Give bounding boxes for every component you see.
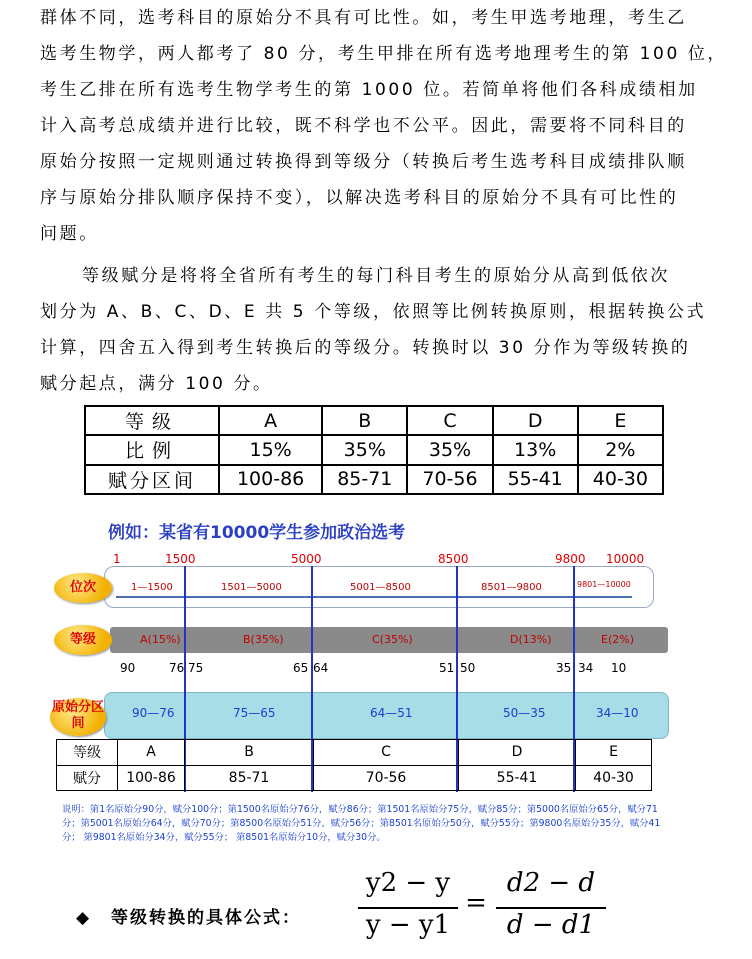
text-line: 问题。: [40, 224, 99, 244]
raw-range: 90—76: [132, 706, 175, 720]
rank-mark: 8500: [438, 552, 469, 566]
equals-sign: =: [465, 888, 487, 918]
grade-segment: E(2%): [601, 633, 634, 646]
table-cell: 赋分: [57, 765, 118, 791]
table-cell: 2%: [578, 435, 663, 464]
table-cell: 赋分区间: [85, 465, 219, 494]
table-cell: 40-30: [578, 465, 663, 494]
table-cell: E: [576, 740, 652, 766]
table-cell: 等级: [57, 740, 118, 766]
raw-range-label: 原始分区间: [50, 698, 106, 736]
position-axis: [116, 596, 632, 598]
raw-score: 90: [120, 661, 136, 675]
table-cell: 100-86: [219, 465, 322, 494]
table-cell: 100-86: [118, 765, 185, 791]
table-cell: D: [459, 740, 576, 766]
raw-score: 50: [460, 661, 476, 675]
text-line: 选考生物学，两人都考了 80 分，考生甲排在所有选考地理考生的第 100 位，: [40, 44, 728, 64]
text-line: 群体不同，选考科目的原始分不具有可比性。如，考生甲选考地理，考生乙: [40, 8, 687, 28]
position-range: 9801—10000: [577, 580, 631, 589]
table-cell: 35%: [407, 435, 492, 464]
text-line: 序与原始分排队顺序保持不变），以解决选考科目的原始分不具有可比性的: [40, 188, 679, 208]
table-cell: C: [314, 740, 459, 766]
table-cell: A: [118, 740, 185, 766]
position-range: 1—1500: [131, 582, 173, 593]
fraction-bar: [358, 907, 458, 909]
raw-score: 10: [611, 661, 627, 675]
grade-segment: C(35%): [372, 633, 413, 646]
table-cell: C: [407, 406, 492, 435]
formula: [358, 868, 618, 948]
table-cell: 55-41: [493, 465, 578, 494]
table-cell: 85-71: [322, 465, 407, 494]
lhs-denominator: y − y1: [365, 910, 451, 940]
table-row: [85, 406, 663, 435]
grade-segment: A(15%): [140, 633, 181, 646]
table-cell: 85-71: [185, 765, 314, 791]
table-row: [57, 765, 652, 791]
formula-label: 等级转换的具体公式：: [111, 908, 301, 928]
diagram-note: 说明：第1名原始分90分，赋分100分；第1500名原始分76分，赋分86分；第1501名原始分75分，赋分85分；第5000名原始分65分，赋分71分；第5001名原始分64分，赋分70分；第8500名原始分51分，赋分56分；第8501名原始分50分，赋分55分；第9800名原始分35分，赋分41分； 第9801名原始分34分，赋分55分； 第8501名原始分10分，赋分30分。: [62, 804, 661, 843]
table-cell: 13%: [493, 435, 578, 464]
table-row: [57, 740, 652, 766]
position-range: 5001—8500: [350, 582, 411, 593]
raw-score: 51: [439, 661, 455, 675]
table-cell: 70-56: [407, 465, 492, 494]
table-cell: 35%: [322, 435, 407, 464]
raw-range: 64—51: [370, 706, 413, 720]
table-cell: A: [219, 406, 322, 435]
text-line: 考生乙排在所有选考生物学考生的第 1000 位。若简单将他们各科成绩相加: [40, 80, 698, 100]
table-cell: B: [185, 740, 314, 766]
lhs-numerator: y2 − y: [365, 868, 451, 898]
grade-segment: D(13%): [510, 633, 552, 646]
raw-score: 35: [556, 661, 572, 675]
raw-range: 34—10: [596, 706, 639, 720]
text-line: 计入高考总成绩并进行比较，既不科学也不公平。因此，需要将不同科目的: [40, 116, 687, 136]
raw-range: 50—35: [503, 706, 546, 720]
position-range: 8501—9800: [481, 582, 542, 593]
fraction-bar: [496, 907, 606, 909]
formula-label-line: [76, 903, 301, 928]
paragraph-2: [40, 258, 705, 402]
position-label: 位次: [54, 573, 112, 603]
grade-ratio-table: [84, 405, 664, 495]
table-cell: 55-41: [459, 765, 576, 791]
table-cell: 比例: [85, 435, 219, 464]
rank-mark: 1: [113, 552, 121, 566]
table-cell: 等级: [85, 406, 219, 435]
rank-mark: 1500: [165, 552, 196, 566]
position-range: 1501—5000: [221, 582, 282, 593]
table-cell: E: [578, 406, 663, 435]
diamond-bullet-icon: ◆: [76, 908, 92, 928]
paragraph-1: [40, 0, 728, 252]
rank-mark: 5000: [291, 552, 322, 566]
raw-score: 34: [578, 661, 594, 675]
raw-score: 75: [188, 661, 204, 675]
raw-score: 64: [313, 661, 329, 675]
diagram-title: 例如：某省有10000学生参加政治选考: [108, 523, 406, 543]
text-line: 划分为 A、B、C、D、E 共 5 个等级，依照等比例转换原则，根据转换公式: [40, 302, 707, 322]
text-line: 等级赋分是将将全省所有考生的每门科目考生的原始分从高到低依次: [82, 266, 670, 286]
raw-score: 76: [169, 661, 185, 675]
text-line: 赋分起点，满分 100 分。: [40, 374, 273, 394]
rhs-denominator: d − d1: [506, 910, 596, 940]
table-cell: D: [493, 406, 578, 435]
raw-range: 75—65: [233, 706, 276, 720]
raw-score: 65: [293, 661, 309, 675]
grade-score-table: [56, 739, 652, 791]
grade-segment: B(35%): [243, 633, 284, 646]
table-cell: 15%: [219, 435, 322, 464]
table-cell: 70-56: [314, 765, 459, 791]
table-row: [85, 465, 663, 494]
text-line: 原始分按照一定规则通过转换得到等级分（转换后考生选考科目成绩排队顺: [40, 152, 687, 172]
grade-label: 等级: [54, 625, 112, 655]
text-line: 计算，四舍五入得到考生转换后的等级分。转换时以 30 分作为等级转换的: [40, 338, 691, 358]
rhs-numerator: d2 − d: [506, 868, 596, 898]
rank-mark: 10000: [606, 552, 645, 566]
table-row: [85, 435, 663, 464]
table-cell: B: [322, 406, 407, 435]
table-cell: 40-30: [576, 765, 652, 791]
rank-mark: 9800: [555, 552, 586, 566]
